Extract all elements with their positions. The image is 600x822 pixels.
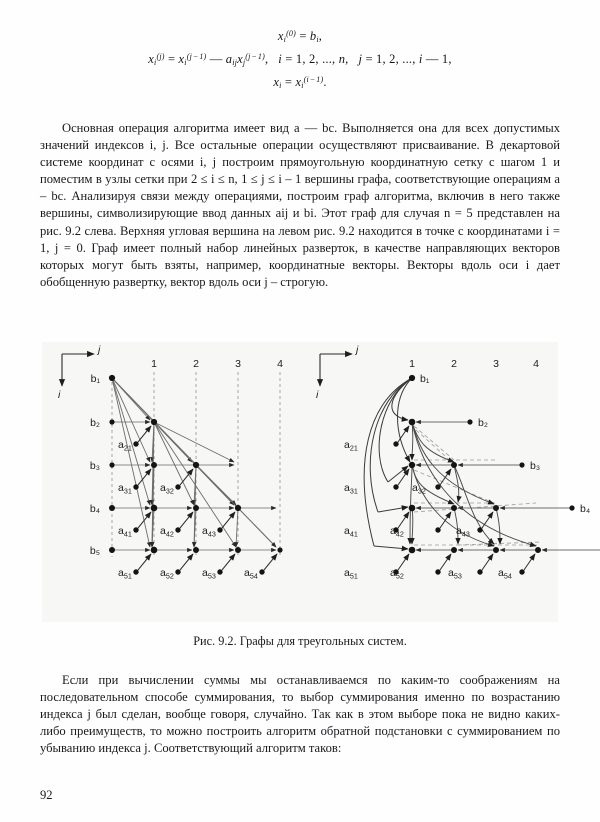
left-b2-label: b₂ <box>90 417 100 429</box>
right-column-label-4: 4 <box>533 358 539 370</box>
right-axis-j-label: j <box>356 344 359 356</box>
formula-line-1: $x_i^{(0)} = b_i$, <box>277 29 323 44</box>
right-a41-label: $a_{41}$ <box>344 525 358 539</box>
left-axis-j-label: j <box>98 344 101 356</box>
left-b4-label: b₄ <box>89 503 100 515</box>
left-a43-label: $a_{43}$ <box>202 525 216 539</box>
right-b2-label: b₂ <box>478 417 488 429</box>
right-a51-label: $a_{51}$ <box>344 567 358 581</box>
right-column-label-3: 3 <box>493 358 499 370</box>
right-axis-i-label: i <box>316 389 319 401</box>
right-a52-label: $a_{52}$ <box>390 567 404 581</box>
right-column-label-1: 1 <box>409 358 415 370</box>
formula-line-2: $x_i^{(j)} = x_i^{(j - 1)}$ — $a_{ij}x_j^{(j - 1)}$, i = 1, 2, ..., n, j = 1, 2, ..., i — 1, <box>148 52 452 67</box>
left-a52-label: $a_{52}$ <box>160 567 174 581</box>
right-b4-label: b₄ <box>580 503 591 515</box>
body-paragraph-2: Если при вычислении суммы мы останавливаемся по каким-то соображениям на последовательном способе суммирования, то выбор суммирования именно по возрастанию индекса j был сделан, вообще говоря, случайно. Так как в этом выборе пока не видно каких-либо преимуществ, то можно построить алгоритм обратной подстановки с суммированием по убыванию индекса j. Соответствующий алгоритм таков: <box>40 673 560 756</box>
right-a31-label: $a_{31}$ <box>344 482 358 496</box>
left-b3-label: b₃ <box>89 460 100 472</box>
body-paragraph-1: Основная операция алгоритма имеет вид a — bc. Выполняется она для всех допустимых значений индексов i, j. Все остальные операции осуществляют присваивание. В декартовой системе координат с осями i, j построим прямоугольную координатную сетку с шагом 1 и поместим в узлы сетки при 2 ≤ i ≤ n, 1 ≤ j ≤ i – 1 вершины графа, соответствующие операциям a – bc. Анализируя связи между операциями, построим граф алгоритма, включив в него также вершины, символизирующие ввод данных aij и bi. Этот граф для случая n = 5 представлен на рис. 9.2 слева. Верхняя угловая вершина на левом рис. 9.2 находится в точке с координатами i = 1, j = 0. Граф имеет полный набор линейных разверток, в качестве направляющих векторов которых могут быть взяты, например, координатные векторы. Векторы вдоль оси i дает обобщенную развертку, вектор вдоль оси j – строгую. <box>40 121 560 289</box>
left-a41-label: $a_{41}$ <box>118 525 132 539</box>
left-b5-label: b₅ <box>89 545 100 557</box>
left-column-label-2: 2 <box>193 358 199 370</box>
left-a53-label: $a_{53}$ <box>202 567 216 581</box>
left-a31-label: $a_{31}$ <box>118 482 132 496</box>
left-column-label-1: 1 <box>151 358 157 370</box>
formula-block <box>40 30 560 90</box>
formula-line-3: $x_i = x_i^{(i - 1)}$. <box>273 75 327 90</box>
page-number: 92 <box>40 788 53 802</box>
left-axis-i-label: i <box>58 389 61 401</box>
right-a43-label: $a_{43}$ <box>456 525 470 539</box>
left-a54-label: $a_{54}$ <box>244 567 258 581</box>
left-a32-label: $a_{32}$ <box>160 482 174 496</box>
right-a54-label: $a_{54}$ <box>498 567 512 581</box>
right-a42-label: $a_{42}$ <box>390 525 404 539</box>
left-a51-label: $a_{51}$ <box>118 567 132 581</box>
right-b3-label: b₃ <box>530 460 541 472</box>
figure-svg <box>42 342 591 622</box>
figure-caption: Рис. 9.2. Графы для треугольных систем. <box>193 634 407 648</box>
left-b1-label: b₁ <box>90 373 100 385</box>
left-a42-label: $a_{42}$ <box>160 525 174 539</box>
left-column-label-4: 4 <box>277 358 283 370</box>
right-a53-label: $a_{53}$ <box>448 567 462 581</box>
right-a32-label: $a_{32}$ <box>412 482 426 496</box>
left-a21-label: $a_{21}$ <box>118 439 132 453</box>
right-column-label-2: 2 <box>451 358 457 370</box>
right-b1-label: b₁ <box>420 373 430 385</box>
right-a21-label: $a_{21}$ <box>344 439 358 453</box>
left-column-label-3: 3 <box>235 358 241 370</box>
figure-9-2 <box>42 342 591 622</box>
